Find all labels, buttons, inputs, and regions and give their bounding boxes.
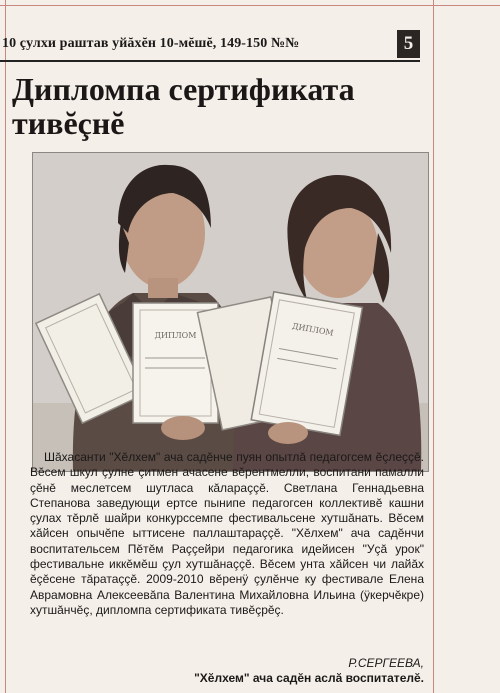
headline: Дипломпа сертификата тивĕçнĕ [12, 71, 355, 141]
byline-author: Р.СЕРГЕЕВА, [348, 656, 424, 670]
margin-line-right [433, 0, 434, 693]
byline [190, 656, 424, 686]
certificates [36, 292, 363, 436]
certificate-title-right: ДИПЛОМ [291, 321, 335, 338]
margin-line-left [5, 0, 6, 693]
article-text: Шăхасанти "Хĕлхем" ача садĕнче пуян опытлă педагогсем ĕçлеççĕ. Вĕсем шкул çулне çитмен ачасене вĕрентмелли, воспитани памалли çĕнĕ меслетсем шутласа кăлараççĕ. Светлана Геннадьевна Степанова заведующи ертсе пынипе педагогсен коллективĕ кашни çулах тĕрлĕ шайри конкурссемпе фестивальсене хутшăнать. Вĕсем хăйсен опычĕпе ыттисене паллаштараççĕ. "Хĕлхем" ача садĕнчи воспитательсем Пĕтĕм Раççейри педагогика идейисен "Уçă урок" фестивальне иккĕмĕш çул хутшăнаççĕ. Вĕсем унта хăйсен чи лайăх ĕçĕсене тăратаççĕ. 2009-2010 вĕренÿ çулĕнче ку фестивале Елена Аврамовна Алексеевăпа Валентина Михайловна Ильина (ÿкерчĕкре) хутшăнчĕç, дипломпа сертификата тивĕçрĕç. [30, 450, 424, 617]
issue-line: 10 çулхи раштав уйăхĕн 10-мĕшĕ, 149-150 №№ [2, 36, 300, 51]
header-rule [0, 60, 420, 62]
certificate-title-left: ДИПЛОМ [154, 331, 197, 340]
photo [32, 152, 429, 472]
byline-role: "Хĕлхем" ача садĕн аслă воспитателĕ. [194, 671, 424, 685]
margin-line-top [0, 5, 500, 6]
page-number: 5 [397, 30, 420, 58]
